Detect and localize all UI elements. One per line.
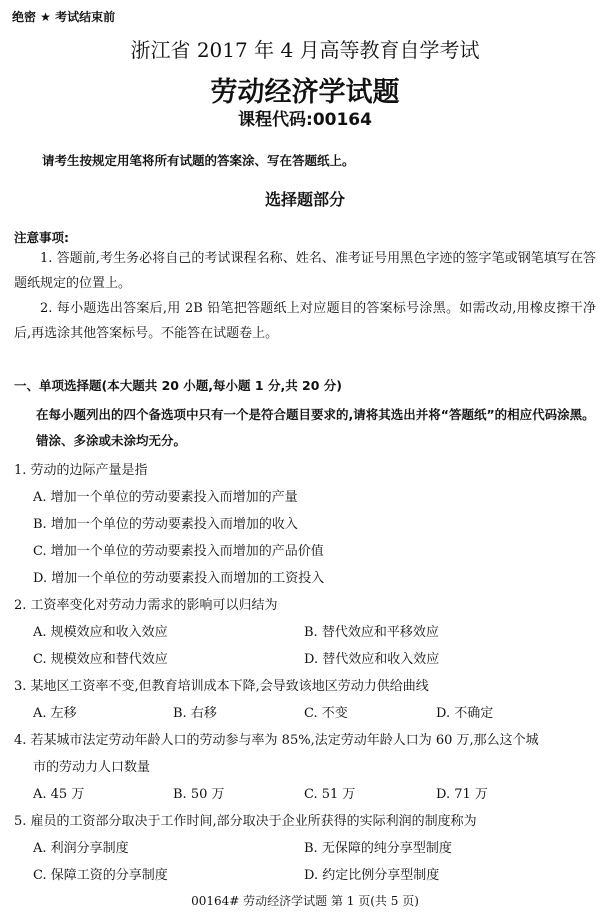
- option-d: D. 增加一个单位的劳动要素投入而增加的工资投入: [33, 571, 325, 586]
- question-stem: 2. 工资率变化对劳动力需求的影响可以归结为: [14, 598, 278, 613]
- option-c: C. 规模效应和替代效应: [33, 652, 168, 667]
- option-d: D. 不确定: [436, 706, 494, 721]
- exam-title: 浙江省 2017 年 4 月高等教育自学考试: [130, 38, 480, 62]
- option-a: A. 45 万: [33, 787, 85, 802]
- question-stem-continued: 市的劳动力人口数量: [33, 760, 151, 775]
- part-description: 在每小题列出的四个备选项中只有一个是符合题目要求的,请将其选出并将“答题纸”的相应代码涂黑。错涂、多涂或未涂均无分。: [36, 407, 595, 448]
- option-b: B. 右移: [173, 706, 217, 721]
- option-a: A. 规模效应和收入效应: [33, 625, 168, 640]
- course-code: 课程代码:00164: [238, 110, 372, 130]
- option-a: A. 利润分享制度: [33, 841, 129, 856]
- option-c: C. 51 万: [304, 787, 356, 802]
- option-d: D. 约定比例分享型制度: [304, 868, 440, 883]
- option-b: B. 替代效应和平移效应: [304, 625, 439, 640]
- option-c: C. 不变: [304, 706, 348, 721]
- option-b: B. 50 万: [173, 787, 225, 802]
- note-item-2: 2. 每小题选出答案后,用 2B 铅笔把答题纸上对应题目的答案标号涂黑。如需改动,用橡皮擦干净后,再选涂其他答案标号。不能答在试题卷上。: [14, 301, 596, 341]
- option-c: C. 保障工资的分享制度: [33, 868, 168, 883]
- answer-instruction: 请考生按规定用笔将所有试题的答案涂、写在答题纸上。: [42, 153, 355, 168]
- question-stem: 5. 雇员的工资部分取决于工作时间,部分取决于企业所获得的实际利润的制度称为: [14, 814, 477, 829]
- section-title: 选择题部分: [264, 190, 345, 209]
- question-stem: 4. 若某城市法定劳动年龄人口的劳动参与率为 85%,法定劳动年龄人口为 60 万,那么这个城: [14, 733, 539, 748]
- part-heading: 一、单项选择题(本大题共 20 小题,每小题 1 分,共 20 分): [14, 378, 343, 393]
- confidential-mark: 绝密 ★ 考试结束前: [12, 10, 116, 24]
- note-item-1: 1. 答题前,考生务必将自己的考试课程名称、姓名、准考证号用黑色字迹的签字笔或钢笔填写在答题纸规定的位置上。: [14, 251, 596, 291]
- page-footer: 00164# 劳动经济学试题 第 1 页(共 5 页): [191, 894, 419, 908]
- question-stem: 3. 某地区工资率不变,但教育培训成本下降,会导致该地区劳动力供给曲线: [14, 679, 429, 694]
- question-stem: 1. 劳动的边际产量是指: [14, 463, 148, 478]
- option-d: D. 71 万: [436, 787, 488, 802]
- option-c: C. 增加一个单位的劳动要素投入而增加的产品价值: [33, 544, 324, 559]
- paper-title: 劳动经济学试题: [210, 77, 400, 108]
- option-b: B. 无保障的纯分享型制度: [304, 841, 452, 856]
- option-a: A. 增加一个单位的劳动要素投入而增加的产量: [33, 490, 298, 505]
- option-a: A. 左移: [33, 706, 77, 721]
- option-d: D. 替代效应和收入效应: [304, 652, 440, 667]
- notes-heading: 注意事项:: [14, 230, 69, 245]
- option-b: B. 增加一个单位的劳动要素投入而增加的收入: [33, 517, 298, 532]
